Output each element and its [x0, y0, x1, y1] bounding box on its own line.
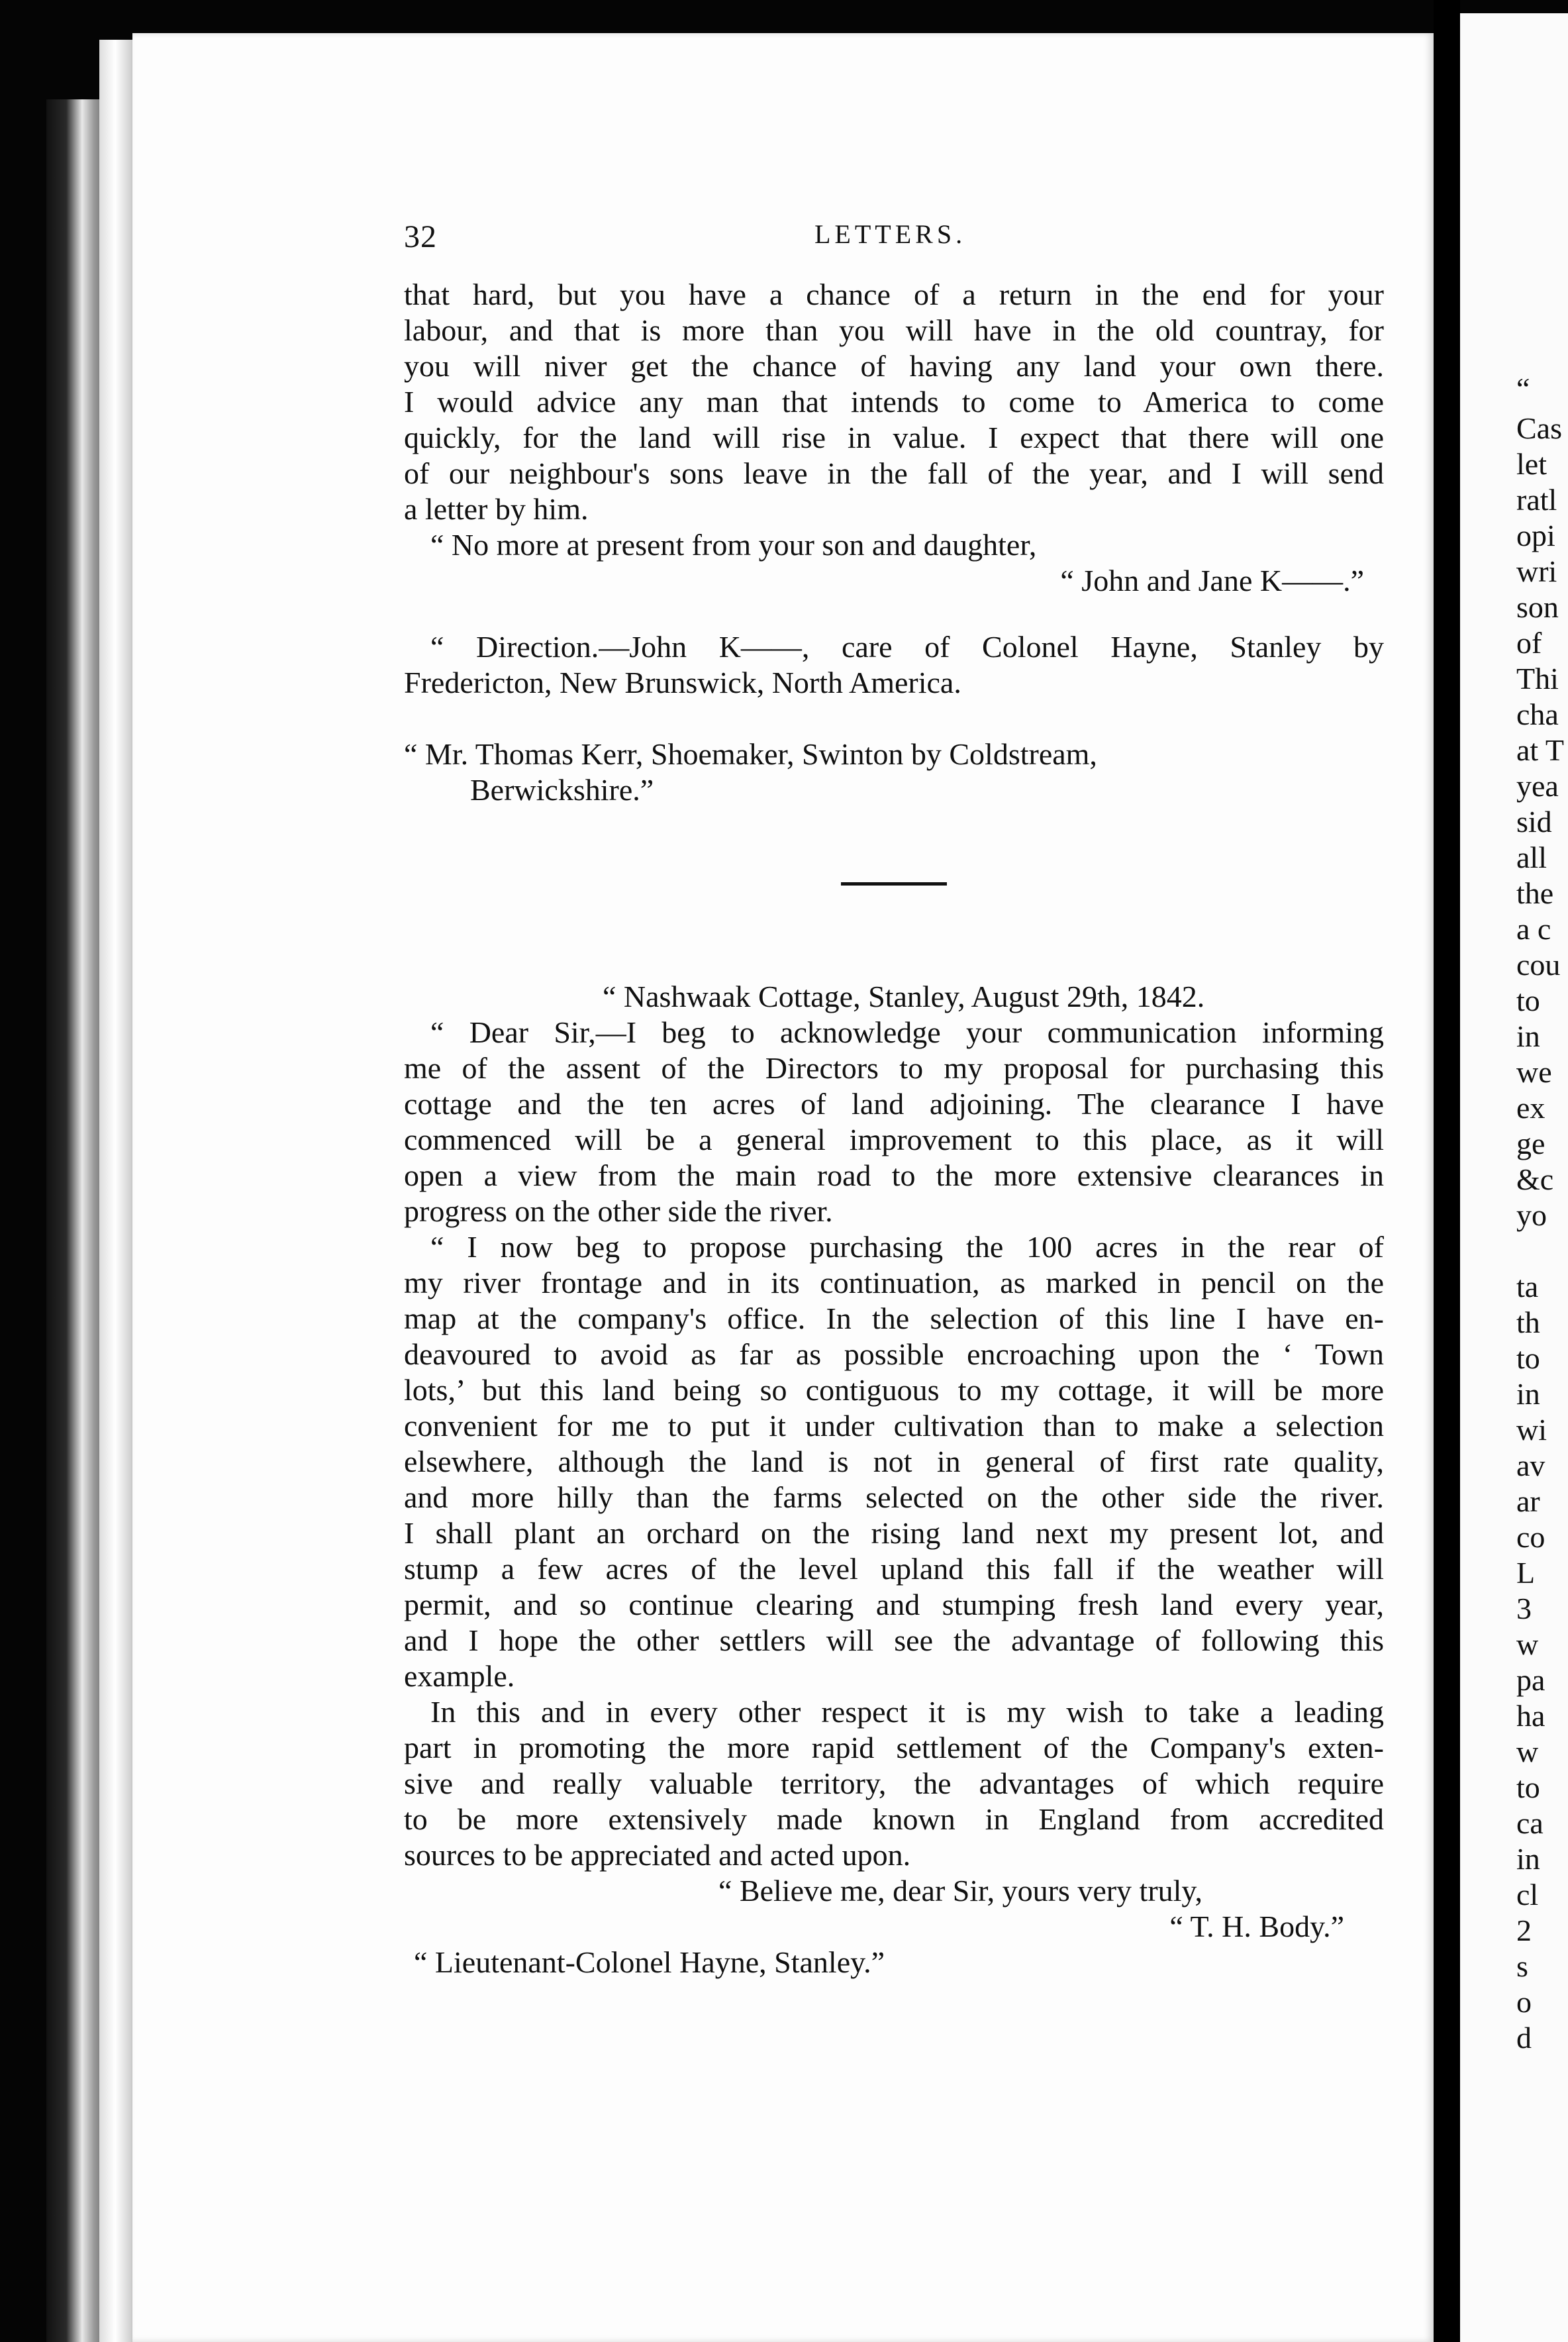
letter-two [404, 979, 1384, 1980]
page-number: 32 [404, 219, 437, 254]
facing-page-fragment: L [1516, 1556, 1536, 1590]
text-line: sources to be appreciated and acted upon. [404, 1838, 911, 1872]
facing-page-fragment: cou [1516, 948, 1561, 982]
facing-page-fragment: &c [1516, 1162, 1554, 1196]
facing-page-fragment: ex [1516, 1091, 1545, 1125]
facing-page-fragment: Cas [1516, 411, 1562, 445]
text-line: you will niver get the chance of having any land your own there. [404, 349, 1384, 383]
letter-addressee: “ Lieutenant-Colonel Hayne, Stanley.” [414, 1945, 885, 1979]
text-line: me of the assent of the Directors to my proposal for purchasing this [404, 1051, 1384, 1085]
direction-line: “ Direction.—John K——, care of Colonel Hayne, Stanley by [430, 630, 1384, 664]
facing-page-fragment: w [1516, 1735, 1539, 1768]
text-line: cottage and the ten acres of land adjoining. The clearance I have [404, 1087, 1384, 1121]
facing-page-fragment: the [1516, 876, 1554, 910]
text-line: stump a few acres of the level upland this fall if the weather will [404, 1552, 1384, 1586]
facing-page-fragment: at T [1516, 733, 1564, 767]
letter-closing: “ No more at present from your son and daughter, [430, 528, 1037, 562]
facing-page-fragment: 2 [1516, 1913, 1532, 1947]
letter-one [404, 277, 1384, 599]
facing-page-fragment: cl [1516, 1878, 1539, 1911]
text-line: and I hope the other settlers will see the advantage of following this [404, 1623, 1384, 1657]
facing-page-fragment: th [1516, 1305, 1540, 1339]
address-line: “ Mr. Thomas Kerr, Shoemaker, Swinton by Coldstream, [404, 737, 1097, 771]
facing-page-fragment: ratl [1516, 483, 1557, 517]
text-line: I shall plant an orchard on the rising land next my present lot, and [404, 1516, 1384, 1550]
facing-page-fragment: let [1516, 447, 1547, 481]
facing-page-fragment: w [1516, 1627, 1539, 1661]
letter-one-direction [404, 629, 1384, 701]
text-line: to be more extensively made known in England from accredited [404, 1802, 1384, 1836]
text-line: lots,’ but this land being so contiguous to my cottage, it will be more [404, 1373, 1384, 1407]
facing-page-fragment: ge [1516, 1127, 1545, 1160]
text-line: labour, and that is more than you will have in the old countray, for [404, 313, 1384, 347]
text-line: I would advice any man that intends to come to America to come [404, 385, 1384, 419]
text-line: of our neighbour's sons leave in the fall of the year, and I will send [404, 456, 1384, 490]
text-line: convenient for me to put it under cultivation than to make a selection [404, 1409, 1384, 1443]
facing-page-fragment: ar [1516, 1484, 1540, 1518]
text-line: In this and in every other respect it is my wish to take a leading [430, 1695, 1384, 1729]
facing-page-fragment: we [1516, 1055, 1552, 1089]
text-line: a letter by him. [404, 492, 589, 526]
text-line: permit, and so continue clearing and stumping fresh land every year, [404, 1588, 1384, 1621]
facing-page-fragment: d [1516, 2021, 1532, 2055]
text-line: “ Dear Sir,—I beg to acknowledge your communication informing [430, 1015, 1384, 1049]
facing-page-fragment: ta [1516, 1270, 1539, 1303]
facing-page-fragment: Thi [1516, 662, 1559, 695]
facing-page-fragment: in [1516, 1842, 1540, 1876]
running-title: LETTERS. [814, 219, 967, 249]
facing-page-fragment: yo [1516, 1198, 1547, 1232]
facing-page-fragment: cha [1516, 697, 1559, 731]
facing-page-fragment: ca [1516, 1806, 1544, 1840]
facing-page-fragment: co [1516, 1520, 1545, 1554]
text-line: quickly, for the land will rise in value. I expect that there will one [404, 421, 1384, 454]
text-line: elsewhere, although the land is not in general of first rate quality, [404, 1445, 1384, 1478]
facing-page-fragment: o [1516, 1985, 1532, 2019]
facing-page-fragment: of [1516, 626, 1542, 660]
letter-one-address [404, 737, 1384, 808]
letter-valediction: “ Believe me, dear Sir, yours very truly, [718, 1874, 1202, 1908]
facing-page-fragment: wi [1516, 1413, 1547, 1447]
facing-page-fragment: to [1516, 1341, 1540, 1375]
facing-page-fragment: sid [1516, 805, 1552, 839]
facing-page-fragment: a c [1516, 912, 1551, 946]
facing-page-fragment: 3 [1516, 1592, 1532, 1625]
facing-page-fragment: s [1516, 1949, 1528, 1983]
text-line: deavoured to avoid as far as possible encroaching upon the ‘ Town [404, 1337, 1384, 1371]
facing-page-fragment: son [1516, 590, 1559, 624]
facing-page-fragment: pa [1516, 1663, 1545, 1697]
letter-signature: “ T. H. Body.” [1169, 1909, 1344, 1943]
facing-page-fragment: av [1516, 1449, 1545, 1482]
text-line: that hard, but you have a chance of a return in the end for your [404, 278, 1384, 311]
book-gutter [1434, 0, 1460, 2342]
facing-page-fragment: to [1516, 1770, 1540, 1804]
facing-page-fragment: in [1516, 1019, 1540, 1053]
facing-page-fragment: wri [1516, 554, 1557, 588]
text-line: and more hilly than the farms selected on the other side the river. [404, 1480, 1384, 1514]
text-line: sive and really valuable territory, the advantages of which require [404, 1766, 1384, 1800]
text-line: “ I now beg to propose purchasing the 100 acres in the rear of [430, 1230, 1384, 1264]
text-line: progress on the other side the river. [404, 1194, 833, 1228]
direction-line: Fredericton, New Brunswick, North America. [404, 666, 961, 699]
letter-signature: “ John and Jane K——.” [1060, 564, 1364, 597]
letter-dateline: “ Nashwaak Cottage, Stanley, August 29th, 1842. [603, 980, 1205, 1013]
facing-page-fragment: in [1516, 1377, 1540, 1411]
facing-page-fragment: yea [1516, 769, 1559, 803]
text-line: part in promoting the more rapid settlement of the Company's exten- [404, 1731, 1384, 1764]
facing-page-fragment: opi [1516, 519, 1555, 552]
facing-page-fragment: ha [1516, 1699, 1545, 1733]
address-line: Berwickshire.” [470, 773, 654, 807]
section-divider [841, 882, 947, 886]
facing-page-fragment: all [1516, 840, 1547, 874]
facing-page-fragment: to [1516, 984, 1540, 1017]
text-line: my river frontage and in its continuation, as marked in pencil on the [404, 1266, 1384, 1299]
text-line: open a view from the main road to the more extensive clearances in [404, 1158, 1384, 1192]
text-line: map at the company's office. In the selection of this line I have en- [404, 1301, 1384, 1335]
text-line: commenced will be a general improvement to this place, as it will [404, 1123, 1384, 1156]
text-line: example. [404, 1659, 515, 1693]
facing-page-fragment: “ [1516, 372, 1530, 405]
